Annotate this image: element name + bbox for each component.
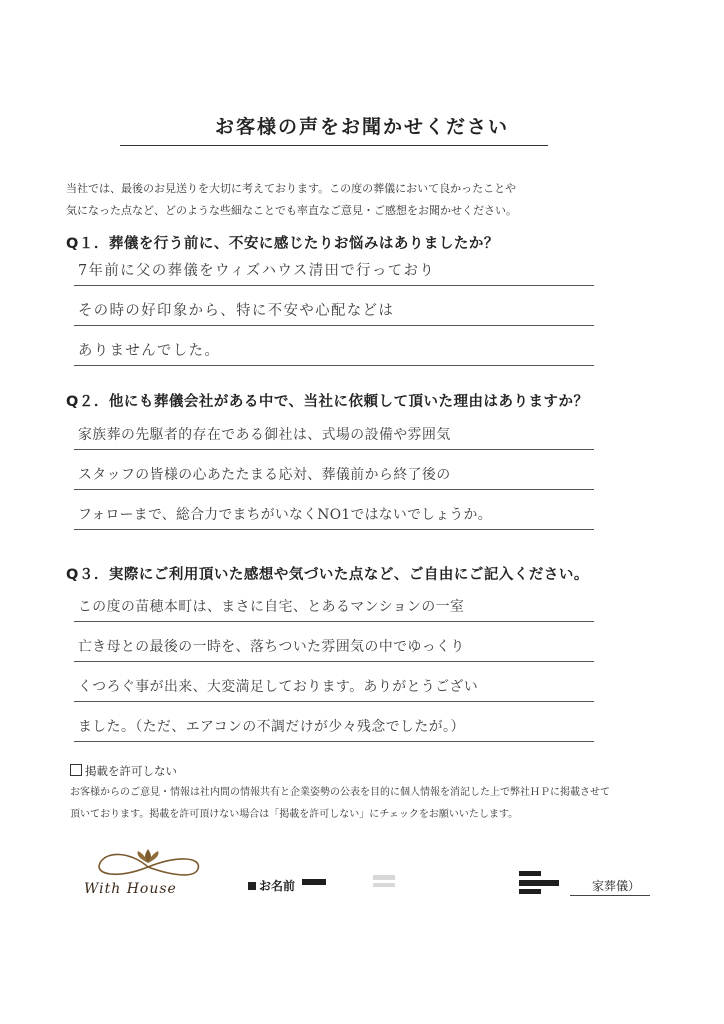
answer-3-line-1: この度の苗穂本町は、まさに自宅、とあるマンションの一室 [74, 592, 594, 622]
intro-line-2: 気になった点など、どのような些細なことでも率直なご意見・ご感想をお聞かせください。 [66, 204, 517, 217]
question-3: Q３．実際にご利用頂いた感想や気づいた点など、ご自由にご記入ください。 [66, 567, 589, 583]
name-label-text: お名前 [259, 879, 296, 893]
answer-3-line-4: ました。（ただ、エアコンの不調だけが少々残念でしたが。） [74, 712, 594, 742]
answer-3-line-2: 亡き母との最後の一時を、落ちついた雰囲気の中でゆっくり [74, 632, 594, 662]
privacy-note-line-1: お客様からのご意見・情報は社内間の情報共有と企業姿勢の公表を目的に個人情報を消記した上で弊社ＨＰに掲載させて [70, 787, 610, 798]
redaction-block [519, 871, 541, 876]
no-publish-checkbox[interactable] [70, 764, 82, 776]
lotus-ornament-icon [78, 845, 218, 885]
redaction-block [373, 875, 395, 880]
redaction-block [519, 880, 559, 886]
intro-line-1: 当社では、最後のお見送りを大切に考えております。この度の葬儀において良かったことや [66, 182, 517, 195]
answer-1-line-3: ありませんでした。 [74, 336, 594, 366]
privacy-note [70, 782, 610, 826]
page-title: お客様の声をお聞かせください [214, 116, 509, 138]
redaction-block [519, 889, 541, 894]
family-funeral-label: 家葬儀） [592, 879, 641, 893]
question-2: Q２．他にも葬儀会社がある中で、当社に依頼して頂いた理由はありますか？ [66, 394, 589, 410]
privacy-note-line-2: 頂いております。掲載を許可頂けない場合は「掲載を許可しない」にチェックをお願いいたします。 [70, 809, 519, 820]
answer-2-line-1: 家族葬の先駆者的存在である御社は、式場の設備や雰囲気 [74, 420, 594, 450]
name-label [248, 877, 295, 894]
intro-text [66, 178, 517, 222]
answer-1-line-1: 7年前に父の葬儀をウィズハウス清田で行っており [74, 256, 594, 286]
with-house-logo [78, 845, 218, 903]
signature-rule [570, 895, 650, 896]
question-1: Q１．葬儀を行う前に、不安に感じたりお悩みはありましたか？ [66, 236, 499, 252]
title-underline [120, 145, 548, 146]
redaction-block [302, 879, 326, 885]
answer-3-line-3: くつろぐ事が出来、大変満足しております。ありがとうござい [74, 672, 594, 702]
no-publish-label: 掲載を許可しない [85, 764, 177, 778]
redaction-block [373, 883, 395, 887]
logo-wordmark: With House [84, 881, 177, 897]
answer-2-line-3: フォローまで、総合力でまちがいなくNO1ではないでしょうか。 [74, 500, 594, 530]
answer-2-line-2: スタッフの皆様の心あたたまる応対、葬儀前から終了後の [74, 460, 594, 490]
publish-permission [70, 763, 177, 779]
answer-1-line-2: その時の好印象から、特に不安や心配などは [74, 296, 594, 326]
name-marker-icon [248, 882, 256, 890]
